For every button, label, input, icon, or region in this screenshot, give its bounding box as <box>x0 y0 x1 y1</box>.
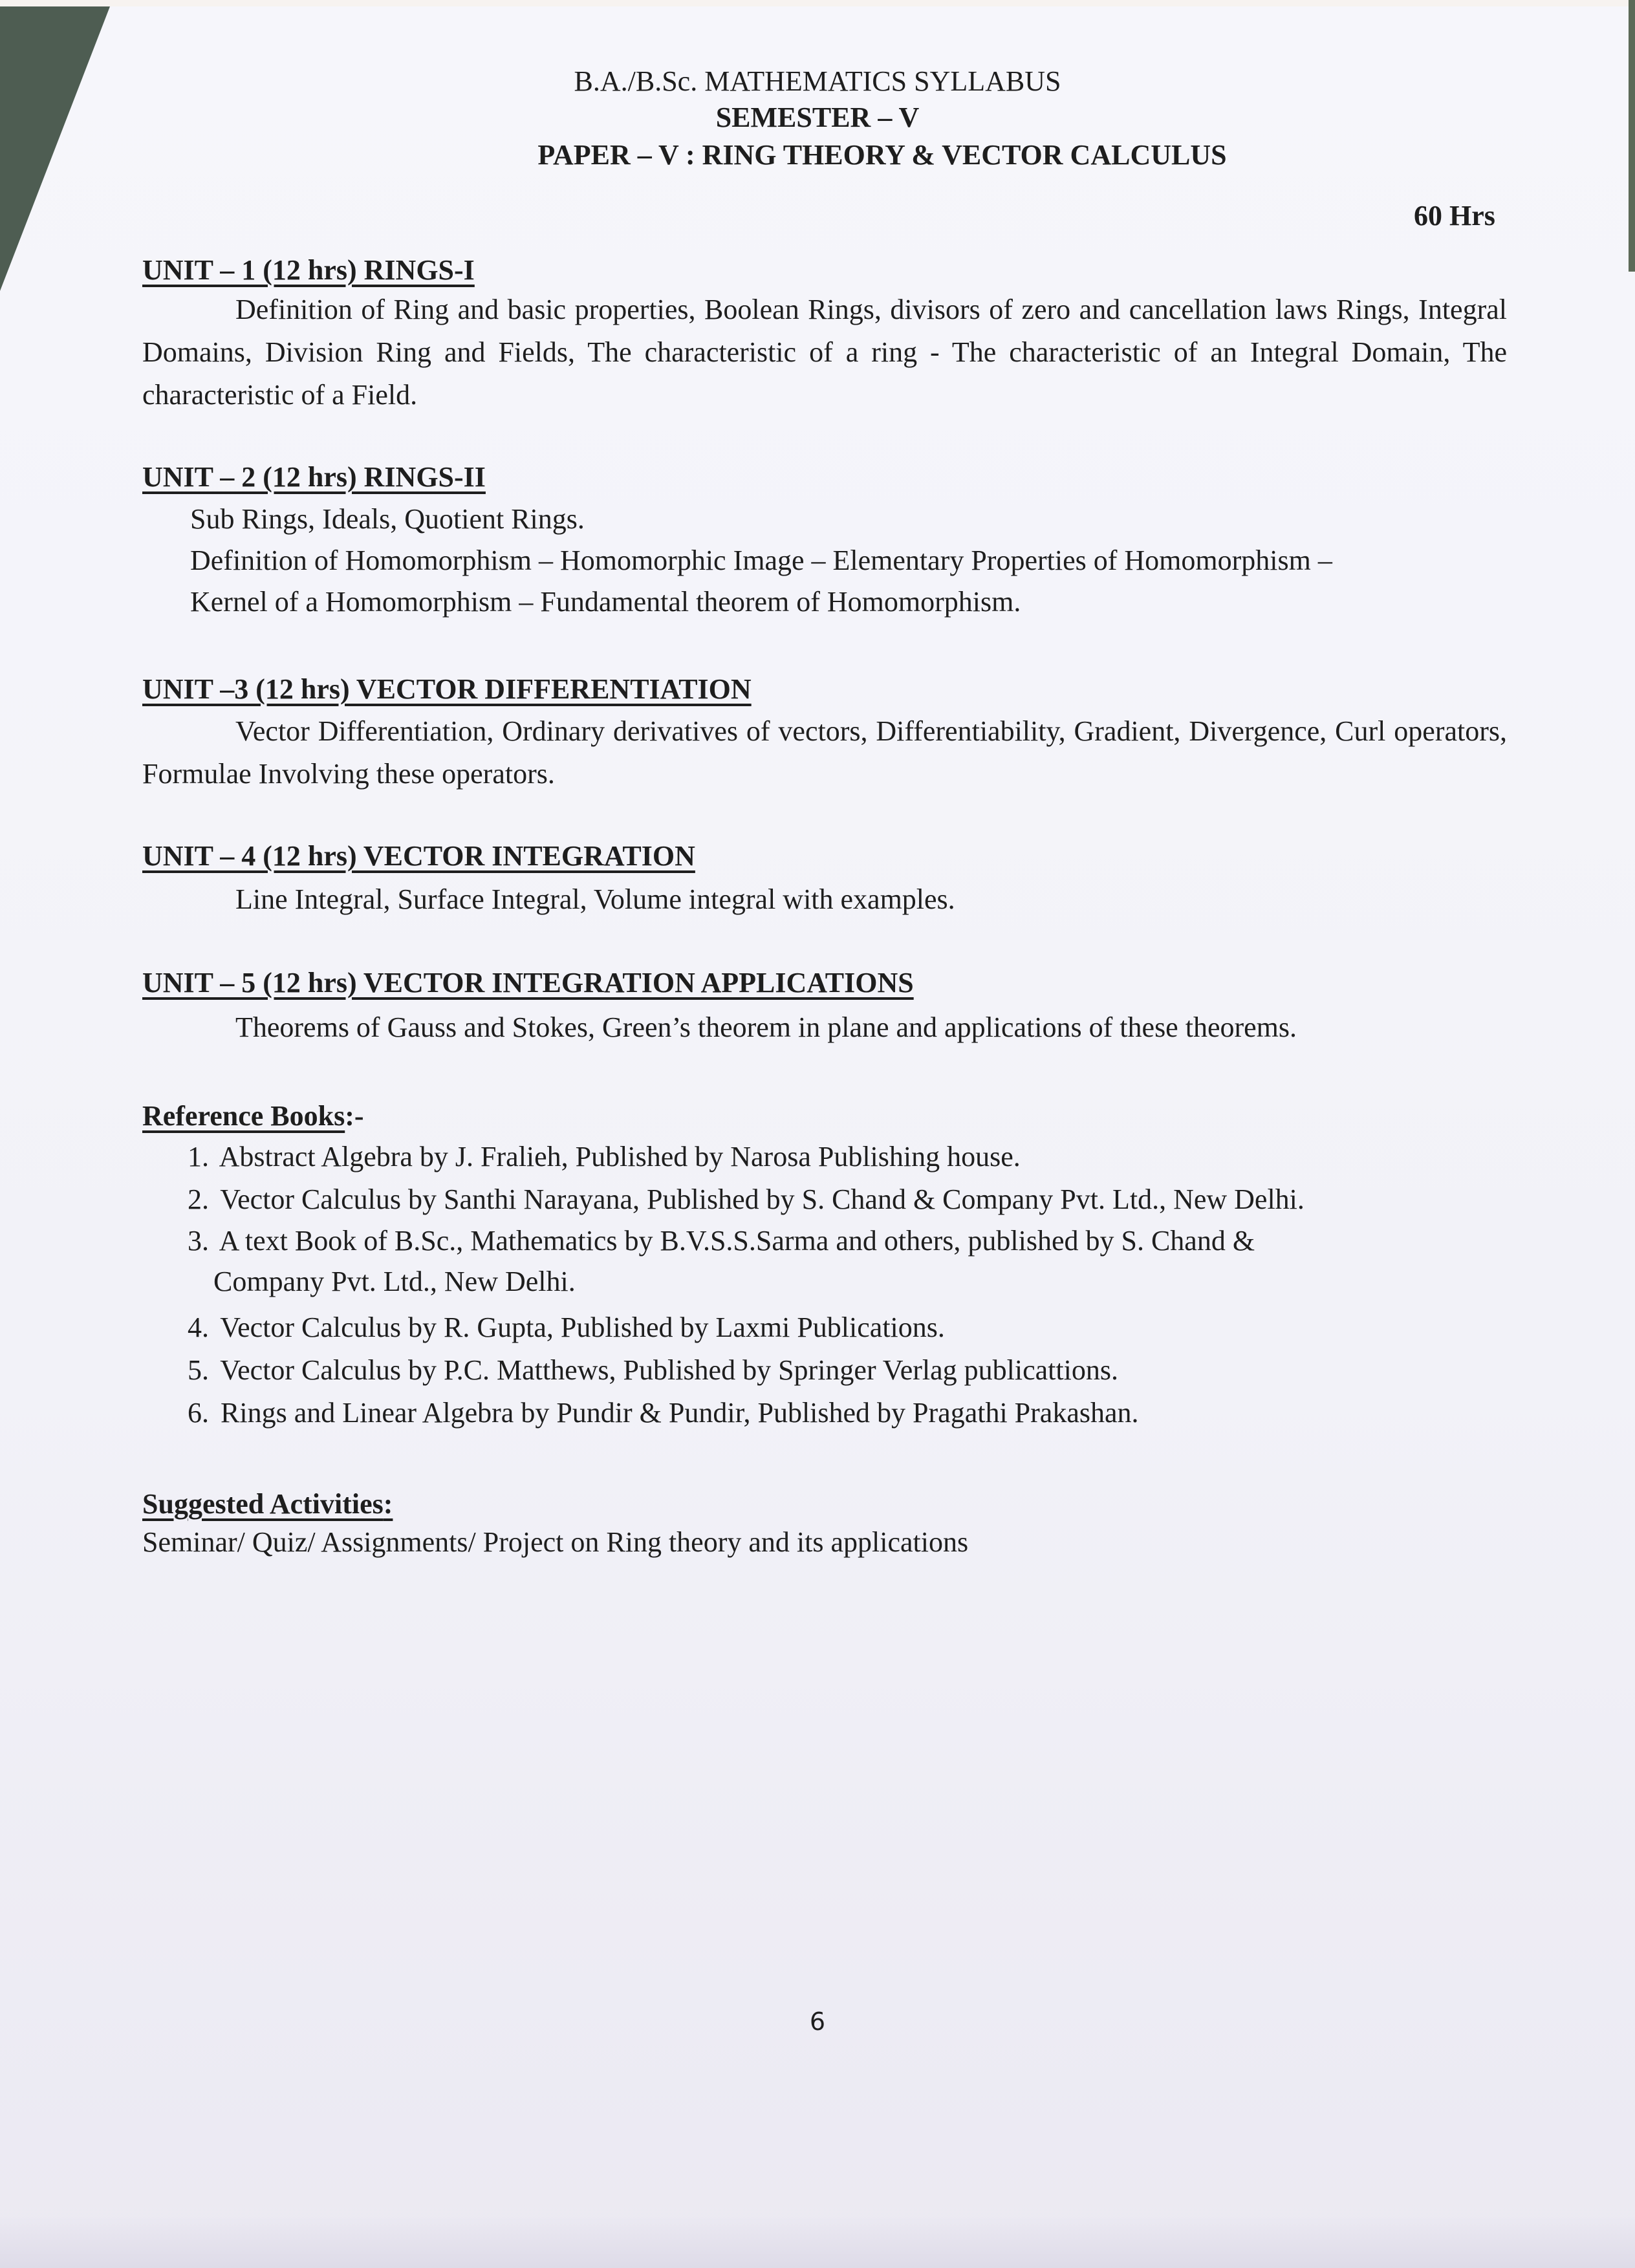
reference-number: 2. <box>188 1183 209 1215</box>
unit-1-body <box>142 288 1507 416</box>
reference-text: Rings and Linear Algebra by Pundir & Pundir, Published by Pragathi Prakashan. <box>221 1397 1139 1429</box>
references-title-suffix: :- <box>345 1100 364 1132</box>
reference-item-continuation: Company Pvt. Ltd., New Delhi. <box>213 1266 576 1297</box>
unit-4-title: UNIT – 4 (12 hrs) VECTOR INTEGRATION <box>142 840 695 872</box>
unit-2-line-2: Definition of Homomorphism – Homomorphic Image – Elementary Properties of Homomorphism – <box>190 545 1332 576</box>
unit-4-body: Line Integral, Surface Integral, Volume integral with examples. <box>235 883 955 915</box>
total-hours: 60 Hrs <box>1414 200 1495 232</box>
reference-item <box>188 1349 1118 1392</box>
unit-1-text: Definition of Ring and basic properties, Boolean Rings, divisors of zero and cancellation laws Rings, Integral Domains, Division Ring and Fields, The characteristic of a ring - The characteristic of an Integral Domain, The characteristic of a Field. <box>142 294 1507 411</box>
unit-3-title: UNIT –3 (12 hrs) VECTOR DIFFERENTIATION <box>142 673 752 705</box>
reference-number: 3. <box>188 1225 209 1257</box>
activities-body: Seminar/ Quiz/ Assignments/ Project on Ring theory and its applications <box>142 1526 969 1558</box>
paper-heading: PAPER – V : RING THEORY & VECTOR CALCULUS <box>537 139 1227 171</box>
reference-item <box>188 1392 1139 1434</box>
reference-item <box>188 1136 1021 1178</box>
unit-2-line-3: Kernel of a Homomorphism – Fundamental theorem of Homomorphism. <box>190 586 1021 618</box>
activities-title: Suggested Activities <box>142 1488 384 1520</box>
course-title: B.A./B.Sc. MATHEMATICS SYLLABUS <box>574 65 1061 97</box>
reference-text: Vector Calculus by R. Gupta, Published by Laxmi Publications. <box>220 1312 945 1343</box>
unit-5-title: UNIT – 5 (12 hrs) VECTOR INTEGRATION APPLICATIONS <box>142 967 914 999</box>
unit-2-title: UNIT – 2 (12 hrs) RINGS-II <box>142 461 486 493</box>
unit-1-title: UNIT – 1 (12 hrs) RINGS-I <box>142 254 475 286</box>
reference-item <box>188 1178 1305 1221</box>
activities-title-suffix: : <box>383 1488 393 1520</box>
references-title: Reference Books <box>142 1100 345 1132</box>
semester-heading: SEMESTER – V <box>715 102 920 133</box>
reference-number: 5. <box>188 1354 209 1386</box>
page-number: 6 <box>809 2007 826 2036</box>
reference-text: Abstract Algebra by J. Fralieh, Published by Narosa Publishing house. <box>219 1141 1021 1172</box>
references-heading <box>142 1099 364 1132</box>
reference-item <box>188 1306 945 1349</box>
unit-2-line-1: Sub Rings, Ideals, Quotient Rings. <box>190 503 585 535</box>
reference-number: 1. <box>188 1141 209 1172</box>
unit-3-text: Vector Differentiation, Ordinary derivatives of vectors, Differentiability, Gradient, Divergence, Curl operators, Formulae Involving these operators. <box>142 715 1507 790</box>
reference-text: Vector Calculus by Santhi Narayana, Published by S. Chand & Company Pvt. Ltd., New Delhi. <box>220 1183 1305 1215</box>
unit-3-body <box>142 710 1507 795</box>
reference-text: A text Book of B.Sc., Mathematics by B.V.S.S.Sarma and others, published by S. Chand & <box>219 1225 1255 1257</box>
reference-number: 6. <box>188 1397 209 1429</box>
reference-number: 4. <box>188 1312 209 1343</box>
reference-text: Vector Calculus by P.C. Matthews, Published by Springer Verlag publicattions. <box>220 1354 1118 1386</box>
unit-5-body: Theorems of Gauss and Stokes, Green’s theorem in plane and applications of these theorems. <box>235 1011 1297 1043</box>
activities-heading <box>142 1487 393 1520</box>
reference-item <box>188 1220 1255 1262</box>
